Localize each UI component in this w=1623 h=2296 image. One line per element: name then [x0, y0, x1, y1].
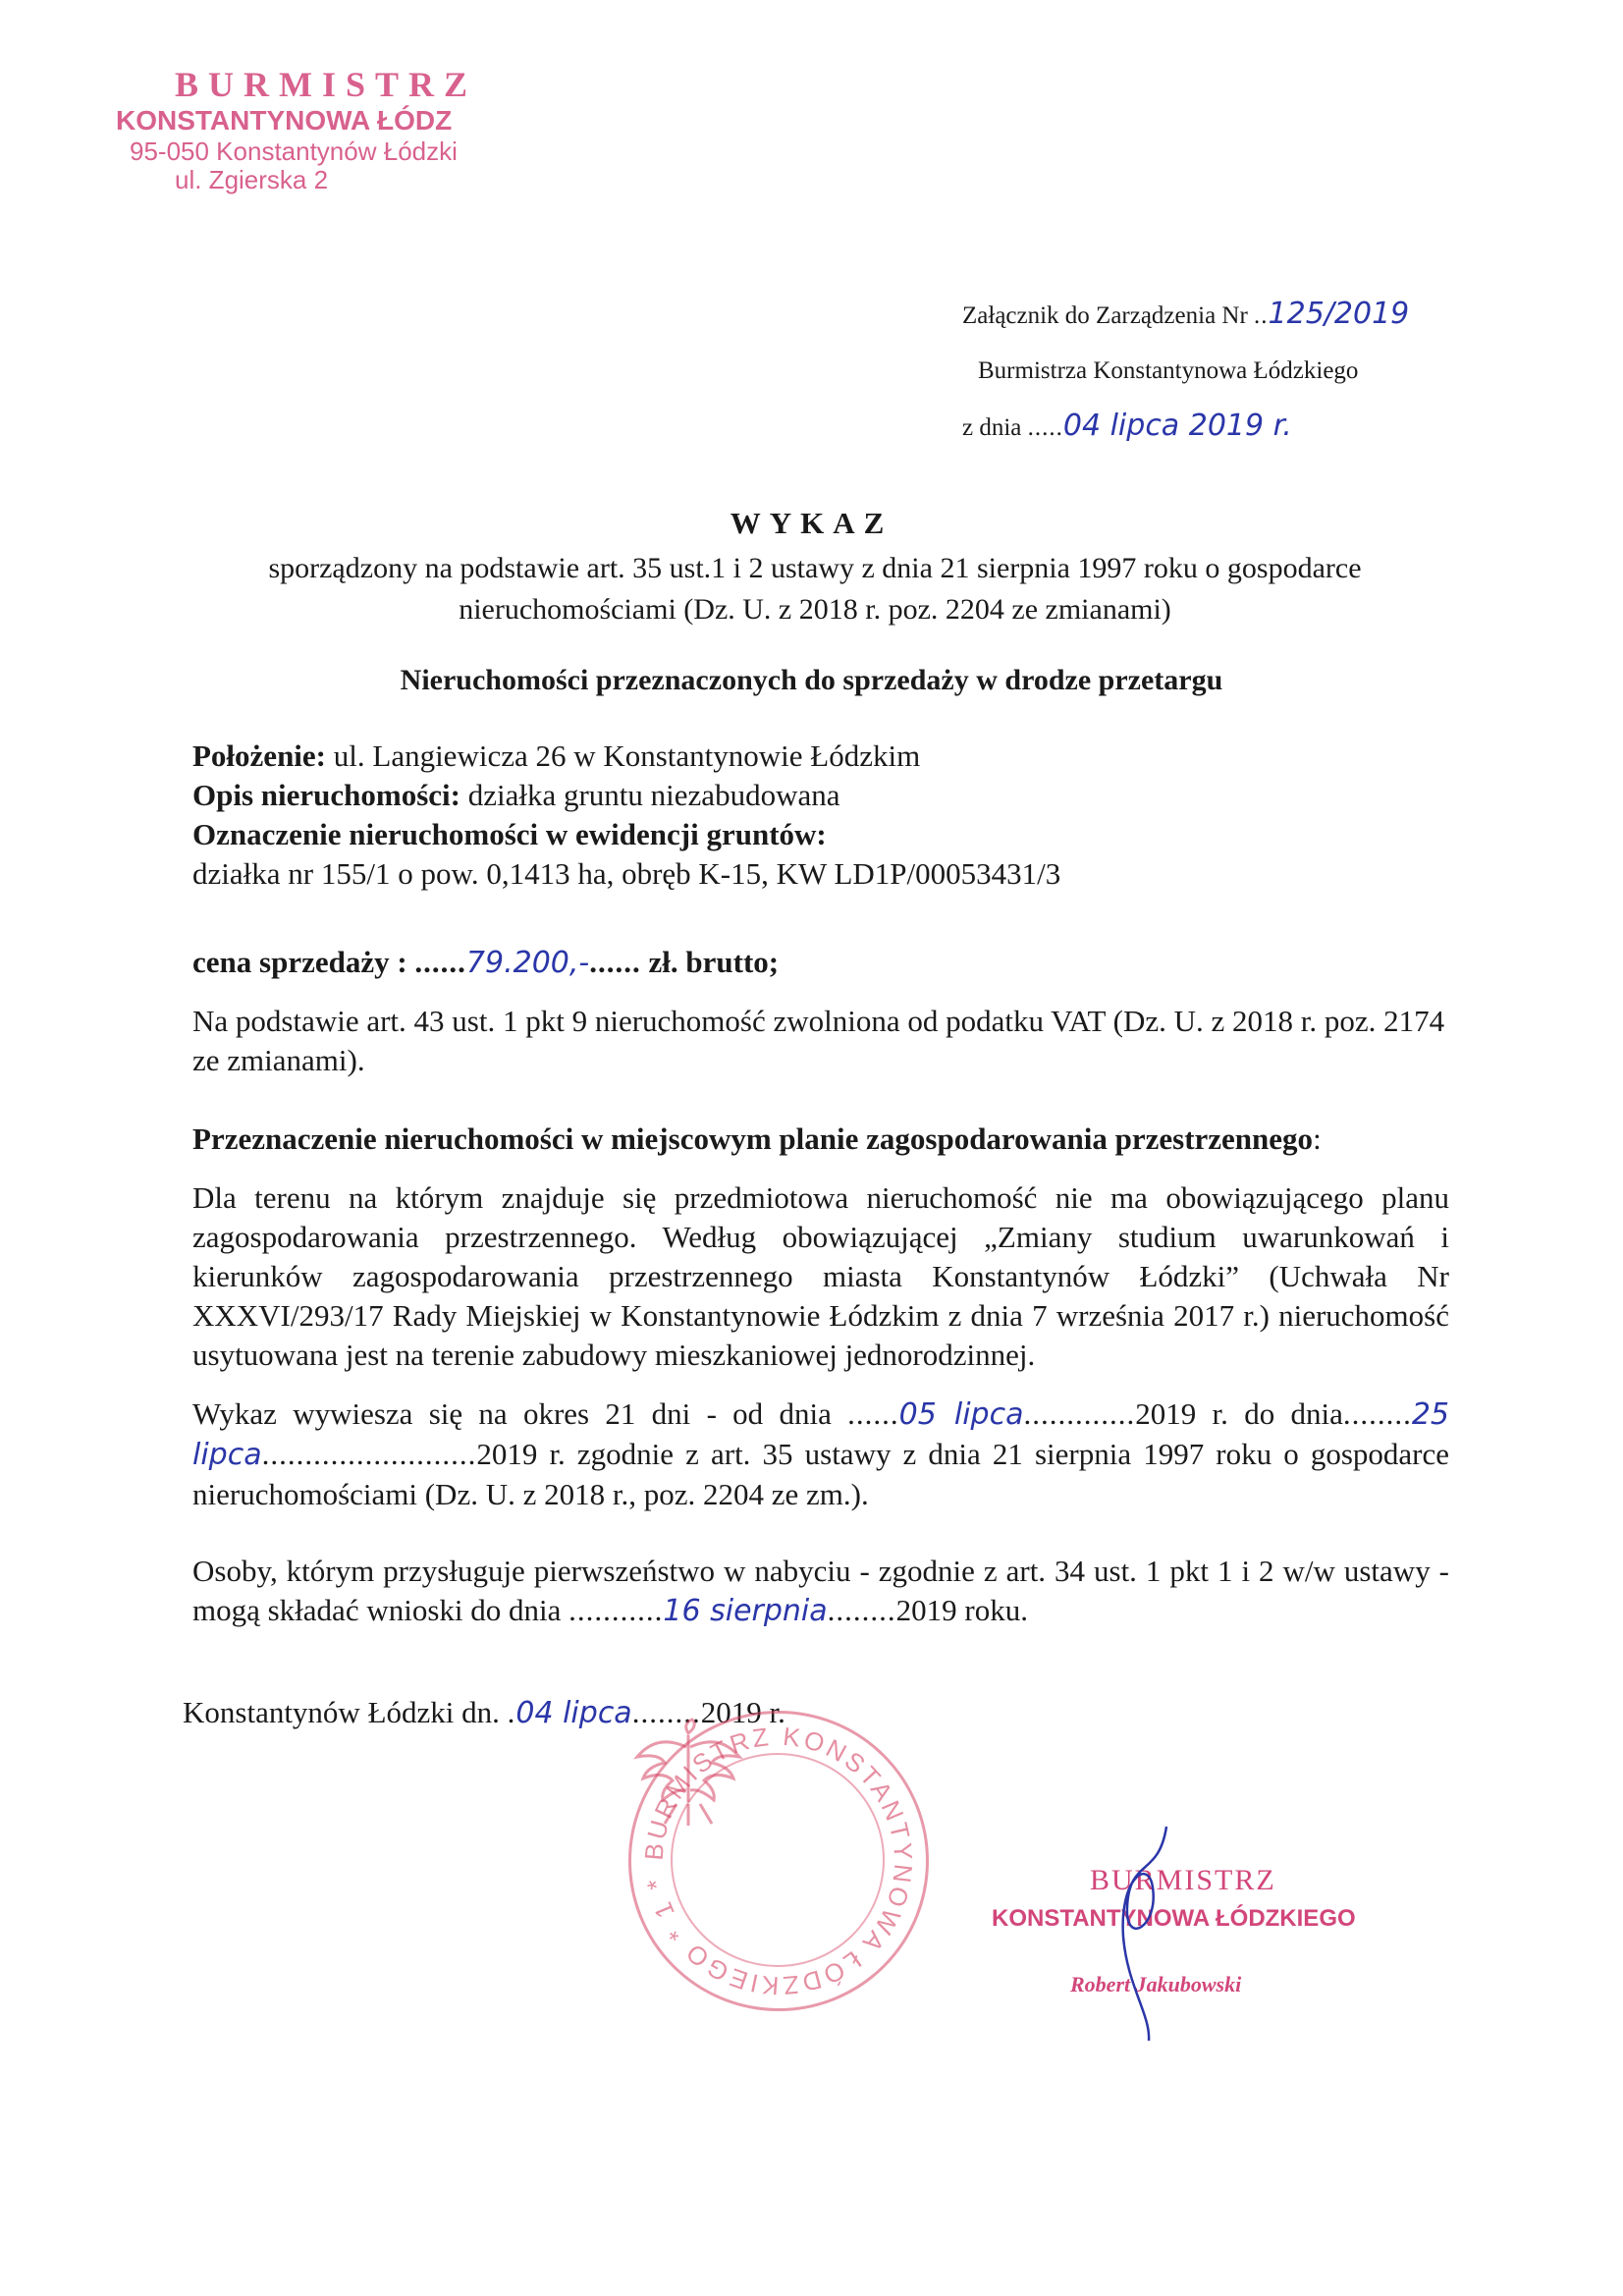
priority-notice: Osoby, którym przysługuje pierwszeństwo w nabyciu - zgodnie z art. 34 ust. 1 pkt 1 i 2 w/w ustawy - mogą składać wnioski do dnia ...........16 sierpnia........2019 roku. [192, 1554, 1449, 1628]
posting-period: Wykaz wywiesza się na okres 21 dni - od dnia ......05 lipca.............2019 r. do dnia........25 lipca.........................2019 r. zgodnie z art. 35 ustawy z dnia 21 sierpnia 1997 roku o gospodarce nieruchomościami (Dz. U. z 2018 r., poz. 2204 ze zm.). [192, 1396, 1450, 1511]
stamp-line-1: BURMISTRZ [175, 65, 478, 104]
zoning-heading-row: Przeznaczenie nieruchomości w miejscowym planie zagospodarowania przestrzennego: [192, 1121, 1322, 1156]
description-value: działka gruntu niezabudowana [460, 778, 840, 812]
posting-from-date: 05 lipca [898, 1397, 1024, 1432]
vat-note: Na podstawie art. 43 ust. 1 pkt 9 nieruchomość zwolniona od podatku VAT (Dz. U. z 2018 r. poz. 2174 ze zmianami). [192, 1004, 1445, 1077]
seal-text: BURMISTRZ KONSTANTYNOWA ŁÓDZKIEGO * 1 * [638, 1721, 919, 2001]
property-details [192, 737, 1449, 894]
attachment-line-2: Burmistrza Konstantynowa Łódzkiego [978, 357, 1359, 384]
zoning-heading: Przeznaczenie nieruchomości w miejscowym planie zagospodarowania przestrzennego [192, 1121, 1314, 1156]
price-label: cena sprzedaży : [192, 945, 407, 979]
signing-date: 04 lipca [515, 1696, 632, 1730]
handwritten-signature-icon [1090, 1819, 1198, 2045]
document-title: WYKAZ [730, 506, 893, 540]
attachment-label: Załącznik do Zarządzenia Nr [962, 302, 1248, 329]
price-suffix: zł. brutto; [648, 945, 780, 979]
location-row [192, 737, 1449, 776]
place-date: Konstantynów Łódzki dn. .04 lipca........2019 r. [183, 1695, 785, 1730]
attachment-line-3: z dnia .....04 lipca 2019 r. [962, 409, 1292, 443]
signature-office: KONSTANTYNOWA ŁÓDZKIEGO [992, 1905, 1356, 1932]
registry-value: działka nr 155/1 o pow. 0,1413 ha, obręb K-15, KW LD1P/00053431/3 [192, 856, 1061, 891]
registry-label: Oznaczenie nieruchomości w ewidencji gruntów: [192, 817, 827, 851]
priority-deadline: 16 sierpnia [663, 1594, 828, 1628]
attachment-date-label: z dnia [962, 414, 1022, 441]
attachment-line-1: Załącznik do Zarządzenia Nr ..125/2019 [962, 297, 1410, 331]
stamp-line-4: ul. Zgierska 2 [175, 165, 329, 195]
posting-to-date: 25 lipca [192, 1397, 1450, 1472]
location-value: ul. Langiewicza 26 w Konstantynowie Łódzkim [326, 738, 921, 773]
zoning-text: Dla terenu na którym znajduje się przedmiotowa nieruchomość nie ma obowiązującego planu zagospodarowania przestrzennego. Według obowiązującej „Zmiany studium uwarunkowań i kierunków zagospodarowania przestrzennego miasta Konstantynów Łódzki” (Uchwała Nr XXXVI/293/17 Rady Miejskiej w Konstantynowie Łódzkim z dnia 7 września 2017 r.) nieruchomość usytuowana jest na terenie zabudowy mieszkaniowej jednorodzinnej. [192, 1180, 1449, 1372]
stamp-line-3: 95-050 Konstantynów Łódzki [130, 136, 458, 166]
order-number: 125/2019 [1268, 297, 1410, 331]
eagle-emblem-icon [631, 1714, 745, 1831]
signature-stamp [992, 1864, 1404, 1997]
round-seal [628, 1711, 929, 2011]
location-label: Położenie: [192, 738, 327, 773]
signature-title: BURMISTRZ [1090, 1864, 1276, 1896]
office-stamp [116, 65, 538, 195]
attachment-reference [962, 287, 1512, 456]
stamp-line-2: KONSTANTYNOWA ŁÓDZ [116, 105, 453, 137]
document-subtitle: sporządzony na podstawie art. 35 ust.1 i 2 ustawy z dnia 21 sierpnia 1997 roku o gospodarce nieruchomościami (Dz. U. z 2018 r. poz. 2204 ze zmianami) [268, 552, 1362, 626]
description-row [192, 776, 1449, 815]
attachment-date: 04 lipca 2019 r. [1062, 409, 1292, 443]
signatory-name: Robert Jakubowski [1070, 1972, 1242, 1996]
description-label: Opis nieruchomości: [192, 778, 460, 812]
price-row: cena sprzedaży : ......79.200,-...... zł. brutto; [192, 945, 780, 980]
section-heading: Nieruchomości przeznaczonych do sprzedaży w drodze przetargu [400, 664, 1223, 696]
price-value: 79.200,- [465, 946, 590, 980]
